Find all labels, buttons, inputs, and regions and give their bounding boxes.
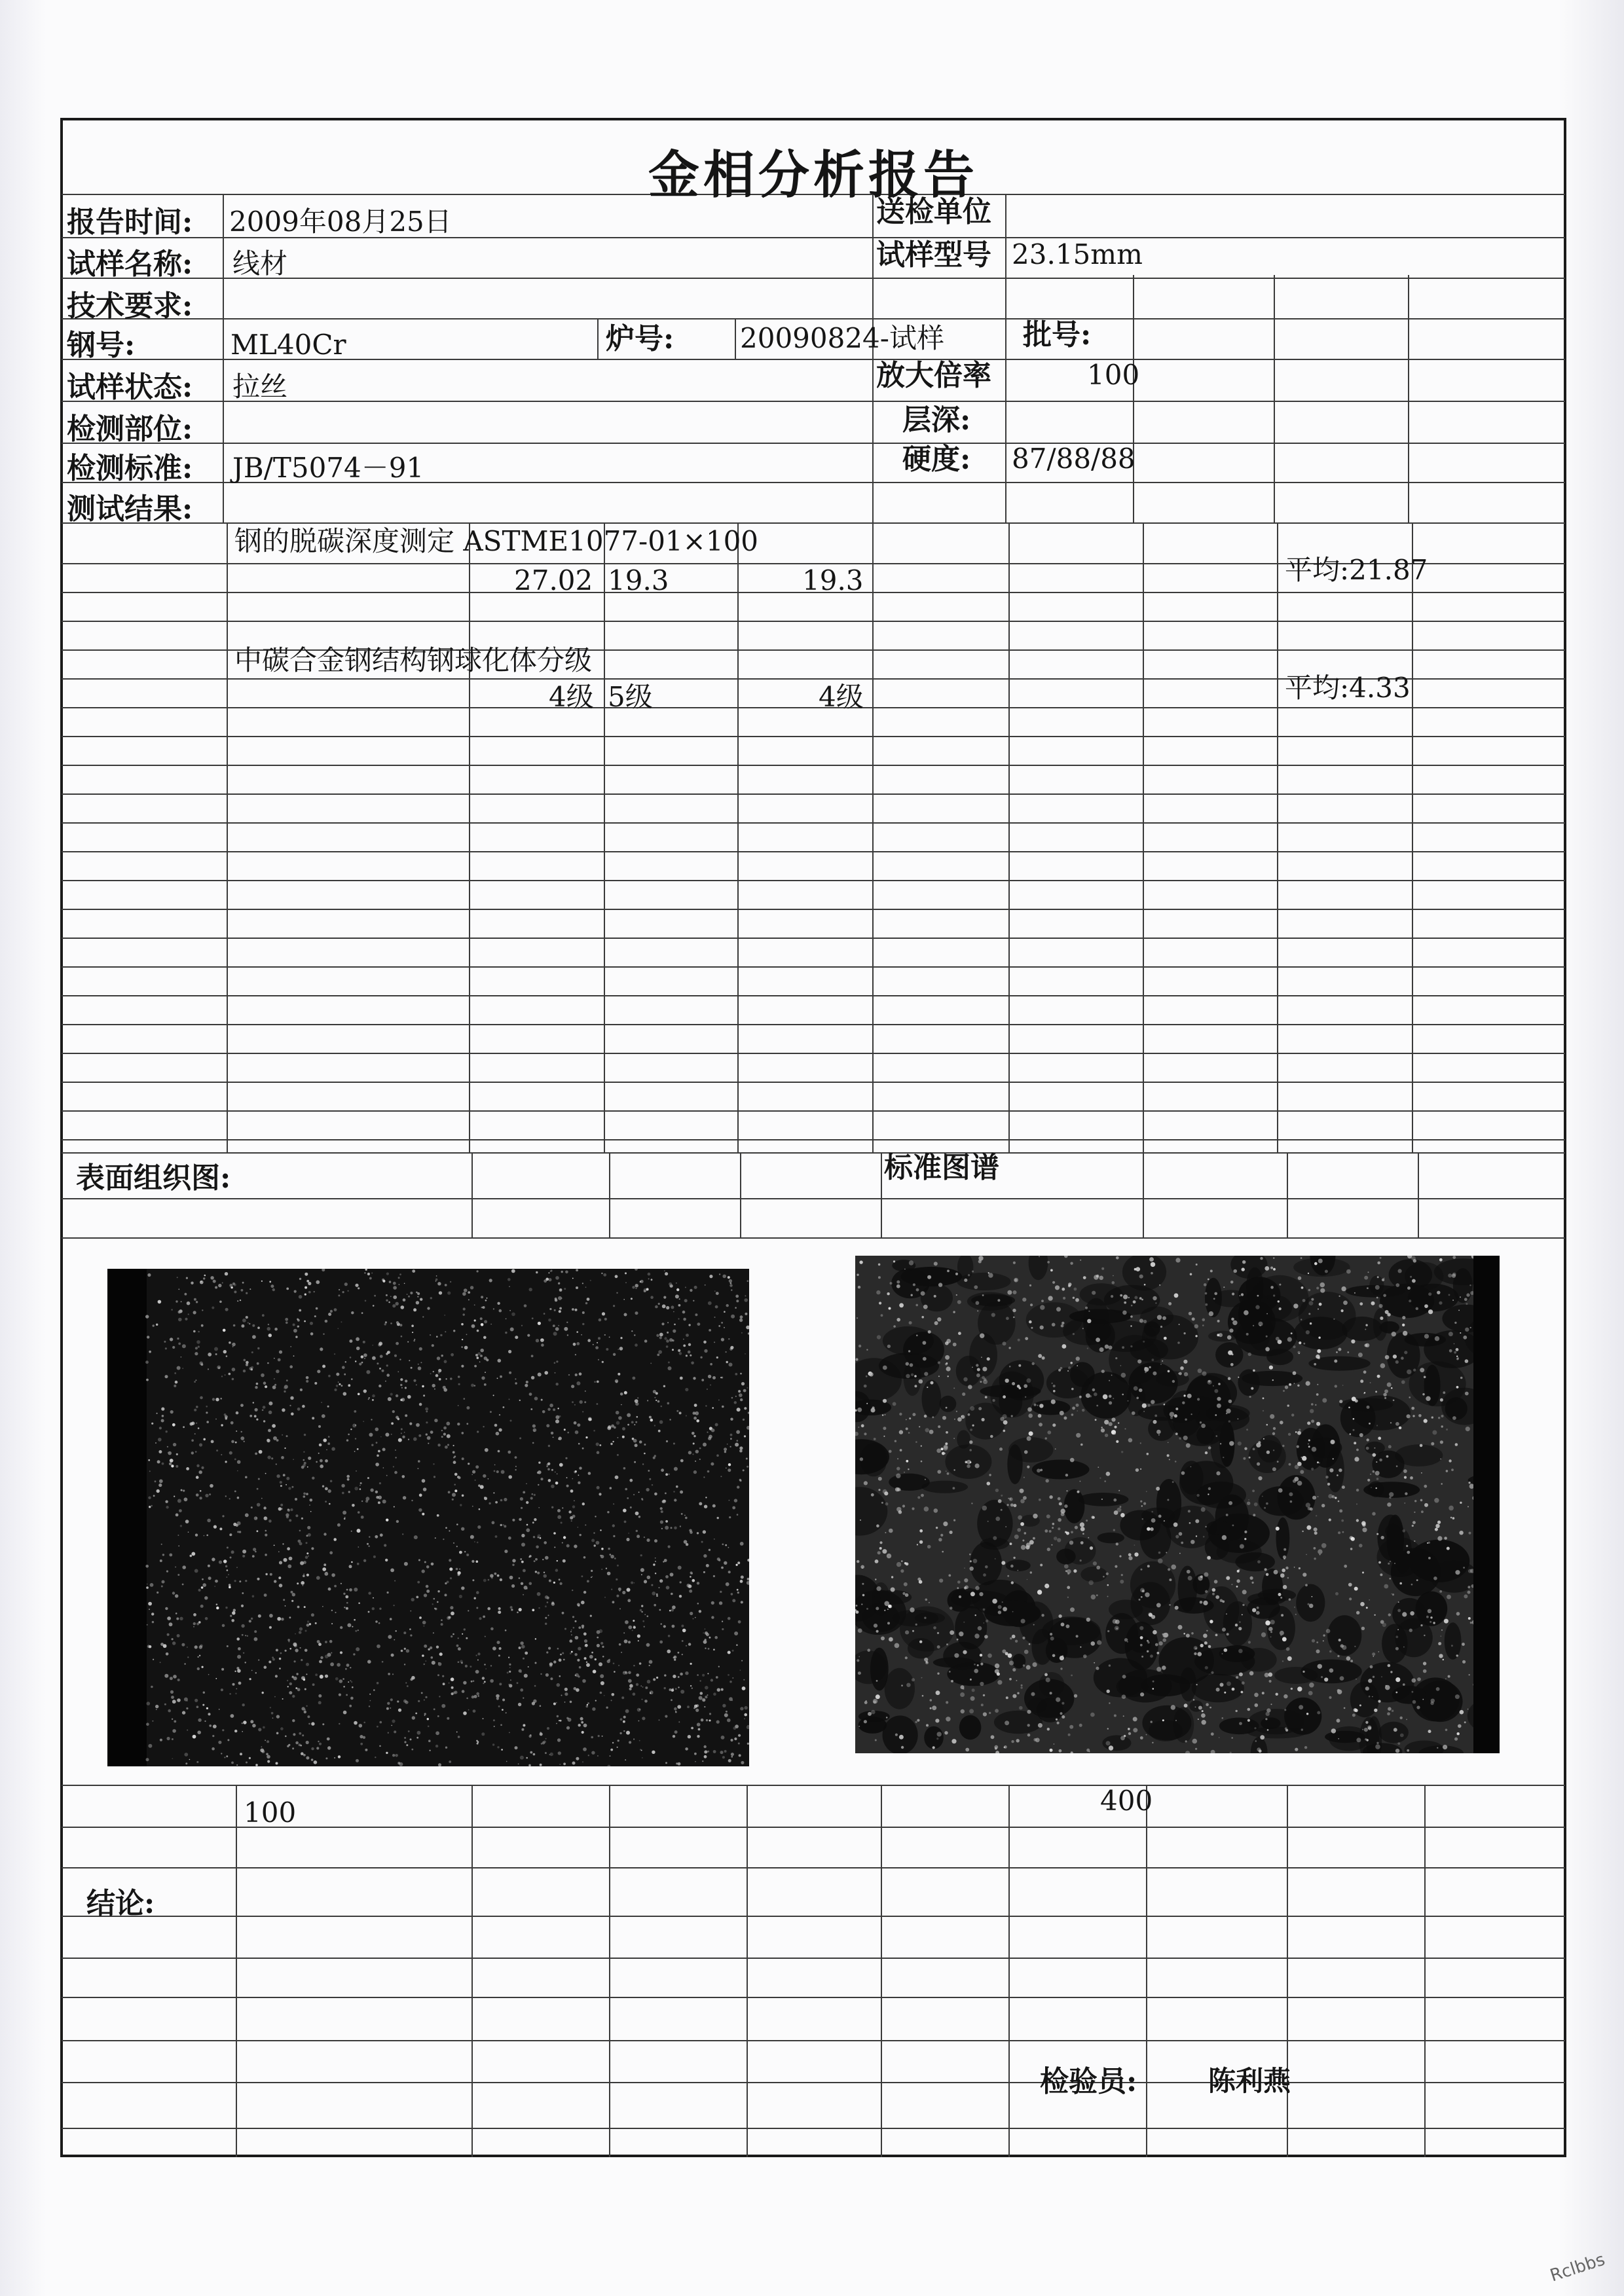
grid-line	[62, 822, 1565, 824]
grid-line	[62, 2040, 1565, 2041]
furnace-value: 20090824-试样	[740, 322, 944, 354]
magnification-value: 100	[1087, 359, 1140, 391]
result-1-value-1: 27.02	[514, 564, 593, 596]
grid-line	[62, 1053, 1565, 1054]
surface-structure-label: 表面组织图:	[76, 1161, 231, 1195]
grid-line	[62, 522, 1565, 524]
grid-line	[1143, 1152, 1144, 1237]
grid-line	[872, 194, 874, 522]
grid-line	[872, 522, 874, 1152]
steel-no-value: ML40Cr	[231, 329, 346, 361]
grid-line	[62, 2128, 1565, 2129]
layer-depth-label: 层深:	[902, 403, 971, 437]
grid-line	[1408, 275, 1409, 522]
report-date-value: 2009年08月25日	[229, 206, 452, 238]
grid-line	[62, 1139, 1565, 1140]
grid-line	[62, 318, 1565, 319]
grid-line	[62, 707, 1565, 708]
result-1-heading: 钢的脱碳深度测定 ASTME1077-01×100	[234, 525, 759, 557]
tech-req-label: 技术要求:	[67, 289, 193, 323]
sample-model-value: 23.15mm	[1012, 238, 1143, 270]
standard-atlas-label: 标准图谱	[884, 1151, 999, 1184]
conclusion-label: 结论:	[86, 1887, 155, 1920]
inspector-name: 陈利燕	[1208, 2065, 1291, 2097]
grid-line	[62, 1958, 1565, 1959]
grid-line	[1277, 522, 1278, 1152]
grid-line	[62, 443, 1565, 444]
result-2-value-2: 5级	[608, 681, 653, 713]
result-2-heading: 中碳合金钢结构钢球化体分级	[234, 644, 593, 676]
grid-line	[227, 522, 228, 1152]
grid-line	[1146, 1785, 1147, 2157]
sample-state-label: 试样状态:	[67, 371, 193, 404]
inspector-label: 检验员:	[1040, 2065, 1137, 2098]
grid-line	[62, 880, 1565, 881]
hardness-value: 87/88/88	[1012, 443, 1135, 475]
result-1-average: 平均:21.87	[1285, 554, 1428, 586]
grid-line	[1418, 1152, 1419, 1237]
grid-line	[62, 938, 1565, 939]
grid-line	[62, 1237, 1565, 1239]
grid-line	[1287, 1152, 1288, 1237]
standard-label: 检测标准:	[67, 452, 193, 485]
grid-line	[223, 194, 224, 522]
grid-line	[1274, 275, 1275, 522]
report-title: 金相分析报告	[648, 145, 978, 205]
grid-line	[62, 1110, 1565, 1112]
grid-line	[62, 765, 1565, 766]
result-2-value-3: 4级	[819, 681, 864, 713]
grid-line	[597, 318, 599, 359]
grid-line	[881, 1785, 882, 2157]
report-form	[60, 118, 1566, 2157]
grid-line	[1412, 522, 1413, 1152]
grid-line	[609, 1152, 610, 1237]
furnace-label: 炉号:	[606, 322, 674, 355]
surface-magnification: 100	[244, 1796, 297, 1829]
sample-state-value: 拉丝	[232, 371, 288, 403]
grid-line	[236, 1785, 237, 2157]
grid-line	[62, 1082, 1565, 1083]
sample-name-label: 试样名称:	[67, 247, 193, 281]
grid-line	[62, 1997, 1565, 1998]
magnification-label: 放大倍率	[876, 359, 991, 392]
grid-line	[747, 1785, 748, 2157]
standard-value: JB/T5074－91	[232, 452, 424, 484]
grid-line	[471, 1152, 473, 1237]
grid-line	[469, 522, 470, 1152]
results-label: 测试结果:	[67, 492, 193, 526]
grid-line	[62, 621, 1565, 622]
grid-line	[1143, 522, 1144, 1152]
grid-line	[1005, 194, 1006, 522]
standard-micrograph	[855, 1256, 1500, 1753]
grid-line	[1424, 1785, 1426, 2157]
grid-line	[737, 522, 739, 1152]
grid-line	[1008, 522, 1010, 1152]
grid-line	[740, 1152, 741, 1237]
batch-label: 批号:	[1023, 318, 1092, 352]
corner-watermark: Rclbbs	[1547, 2250, 1608, 2286]
steel-no-label: 钢号:	[67, 329, 136, 362]
result-2-value-1: 4级	[549, 681, 594, 713]
grid-line	[604, 522, 605, 1152]
grid-line	[62, 1198, 1565, 1199]
grid-line	[62, 851, 1565, 852]
sample-model-label: 试样型号	[876, 238, 991, 272]
grid-line	[62, 1785, 1565, 1786]
surface-micrograph	[107, 1269, 749, 1766]
grid-line	[62, 909, 1565, 910]
grid-line	[62, 995, 1565, 996]
sender-label: 送检单位	[876, 195, 991, 228]
grid-line	[62, 793, 1565, 795]
hardness-label: 硬度:	[902, 443, 971, 476]
grid-line	[62, 1024, 1565, 1025]
grid-line	[1008, 1785, 1010, 2157]
result-1-value-3: 19.3	[802, 564, 864, 596]
grid-line	[62, 736, 1565, 737]
grid-line	[62, 1916, 1565, 1917]
result-2-average: 平均:4.33	[1285, 672, 1411, 704]
grid-line	[471, 1785, 473, 2157]
grid-line	[62, 1867, 1565, 1868]
grid-line	[62, 966, 1565, 968]
test-site-label: 检测部位:	[67, 412, 193, 446]
grid-line	[609, 1785, 610, 2157]
report-date-label: 报告时间:	[67, 206, 193, 239]
grid-line	[735, 318, 736, 359]
grid-line	[881, 1152, 882, 1237]
standard-magnification: 400	[1100, 1785, 1153, 1817]
grid-line	[62, 1152, 1565, 1154]
grid-line	[1133, 275, 1134, 522]
sample-name-value: 线材	[232, 247, 288, 280]
grid-line	[62, 2082, 1565, 2083]
result-1-value-2: 19.3	[608, 564, 669, 596]
grid-line	[1287, 1785, 1288, 2157]
